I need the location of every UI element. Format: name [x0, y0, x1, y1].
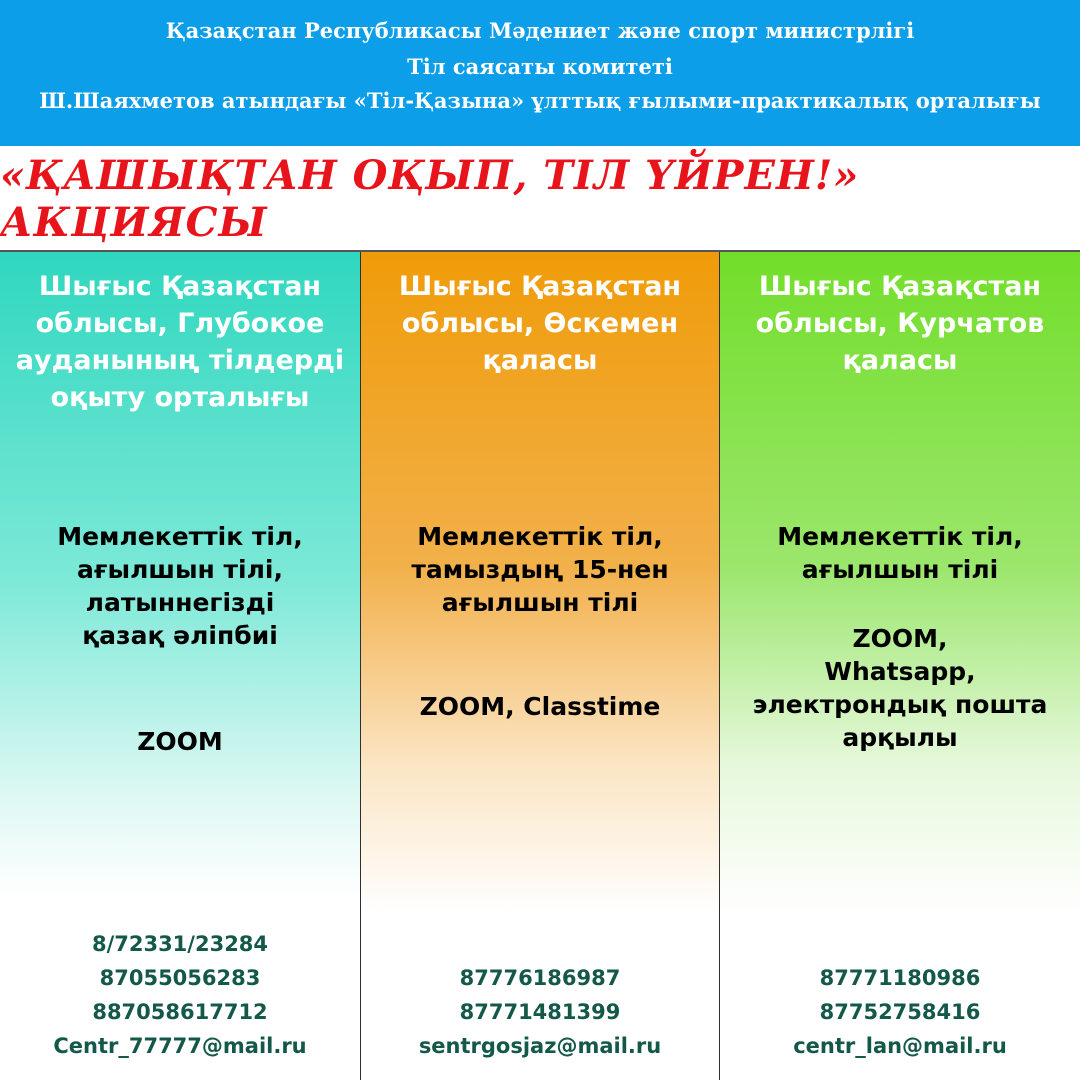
center-heading-line: Шығыс Қазақстан — [758, 271, 1042, 302]
phone-number: 87776186987 — [459, 966, 621, 990]
platform-info — [720, 622, 1080, 754]
campaign-title: «ҚАШЫҚТАН ОҚЫП, ТІЛ ҮЙРЕН!» АКЦИЯСЫ — [0, 152, 860, 246]
language-line: ағылшын тілі — [801, 555, 999, 584]
email-address: centr_lan@mail.ru — [793, 1034, 1007, 1058]
phone-number: 87771481399 — [459, 1000, 621, 1024]
email-address: Centr_77777@mail.ru — [53, 1034, 307, 1058]
platform-line: ZOOM, Classtime — [419, 692, 661, 721]
phone-number: 87752758416 — [819, 1000, 981, 1024]
language-line: ағылшын тілі, — [77, 555, 283, 584]
contact-info — [720, 961, 1080, 1063]
phone-number: 87771180986 — [819, 966, 981, 990]
center-heading — [720, 268, 1080, 379]
phone-number: 87055056283 — [99, 966, 261, 990]
language-line: Мемлекеттік тіл, — [417, 522, 663, 551]
platform-line: электрондық пошта — [752, 690, 1048, 719]
center-heading — [0, 268, 360, 416]
language-line: Мемлекеттік тіл, — [57, 522, 303, 551]
center-column-oskemen — [361, 252, 719, 1080]
ministry-banner — [0, 0, 1080, 146]
center-heading-line: облысы, Өскемен — [401, 308, 679, 339]
center-heading-line: облысы, Курчатов — [755, 308, 1045, 339]
center-column-kurchatov — [720, 252, 1080, 1080]
language-line: латыннегізді — [85, 588, 275, 617]
center-heading-line: ауданының тілдерді — [15, 345, 345, 376]
email-address: sentrgosjaz@mail.ru — [418, 1034, 662, 1058]
platform-line: арқылы — [842, 723, 958, 752]
center-heading-line: Шығыс Қазақстан — [38, 271, 322, 302]
contact-info — [0, 927, 360, 1063]
campaign-title-bar — [0, 146, 1080, 252]
center-heading-line: облысы, Глубокое — [35, 308, 325, 339]
platform-info — [0, 725, 360, 758]
platform-line: Whatsapp, — [824, 657, 976, 686]
centers-columns — [0, 252, 1080, 1080]
language-line: ағылшын тілі — [441, 588, 639, 617]
center-heading-line: оқыту орталығы — [50, 382, 310, 413]
platform-info — [361, 690, 719, 723]
center-column-glubokoe — [0, 252, 360, 1080]
language-line: Мемлекеттік тіл, — [777, 522, 1023, 551]
language-line: тамыздың 15-нен — [411, 555, 669, 584]
languages-list — [361, 520, 719, 619]
banner-line-committee: Тіл саясаты комитеті — [407, 54, 673, 79]
banner-line-center: Ш.Шаяхметов атындағы «Тіл-Қазына» ұлттық ғылыми-практикалық орталығы — [39, 88, 1041, 113]
phone-number: 8/72331/23284 — [91, 932, 269, 956]
contact-info — [361, 961, 719, 1063]
center-heading-line: қаласы — [842, 345, 958, 376]
platform-line: ZOOM, — [852, 624, 948, 653]
center-heading — [361, 268, 719, 379]
center-heading-line: қаласы — [482, 345, 598, 376]
languages-list — [720, 520, 1080, 586]
platform-line: ZOOM — [137, 727, 223, 756]
banner-line-ministry: Қазақстан Республикасы Мәдениет және спорт министрлігі — [165, 18, 915, 43]
language-line: қазақ әліпбиі — [82, 621, 278, 650]
languages-list — [0, 520, 360, 652]
center-heading-line: Шығыс Қазақстан — [398, 271, 682, 302]
phone-number: 887058617712 — [92, 1000, 268, 1024]
